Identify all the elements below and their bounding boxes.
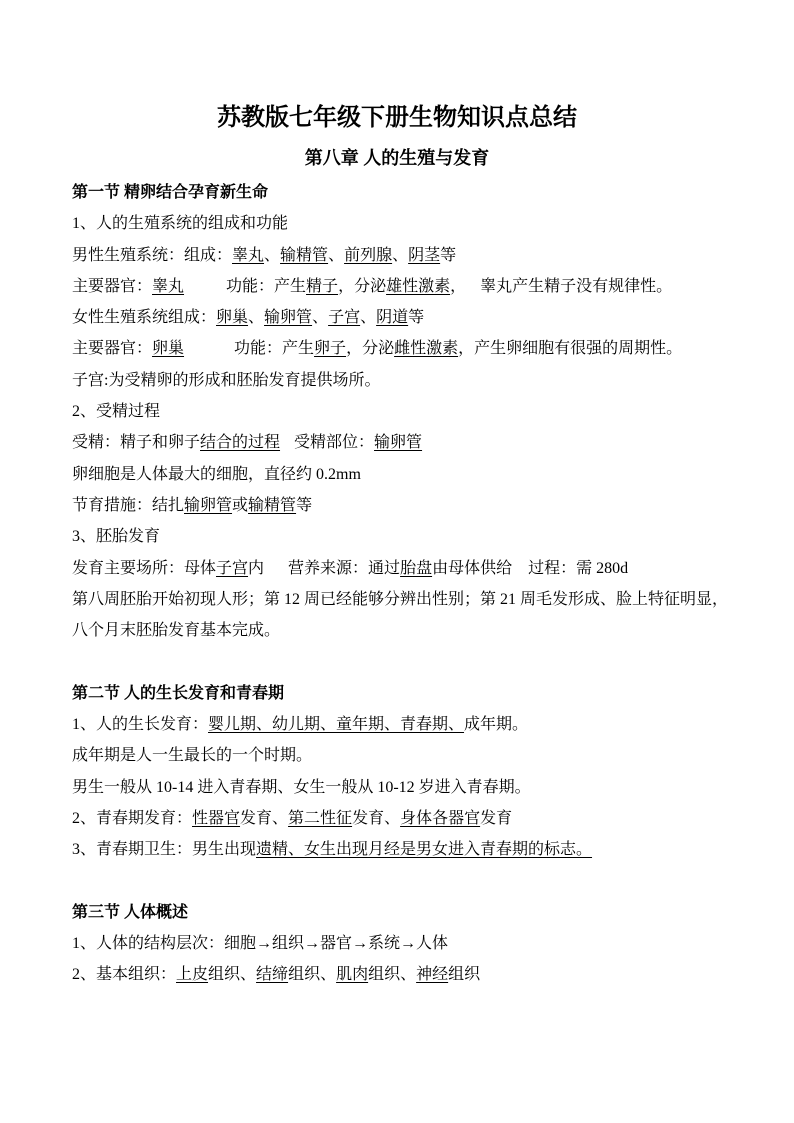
- text-segment: 受精部位：: [294, 434, 375, 452]
- text-line: [72, 521, 772, 552]
- underlined-term: 结合的过程: [200, 434, 281, 452]
- text-segment: ，分泌: [346, 340, 395, 358]
- text-segment: 组织: [448, 966, 481, 984]
- text-segment: 女性生殖系统组成：: [72, 309, 217, 327]
- text-line: [72, 709, 772, 740]
- underlined-term: 雌性激素: [394, 340, 459, 358]
- underlined-term: 输卵管: [184, 496, 233, 514]
- text-segment: 睾丸产生精子没有规律性。: [480, 277, 673, 295]
- chapter-title: 第八章 人的生殖与发育: [304, 148, 490, 168]
- text-segment: 男性生殖系统：组成：: [72, 246, 233, 264]
- text-segment: 1、人的生长发育：: [72, 716, 209, 734]
- text-segment: 营养来源：通过: [288, 559, 401, 577]
- text-segment: ，: [450, 277, 467, 295]
- text-line: [72, 584, 772, 615]
- text-segment: 等: [296, 496, 313, 514]
- text-line: [72, 459, 772, 490]
- underlined-term: 卵子: [314, 340, 347, 358]
- text-segment: 、: [360, 309, 377, 327]
- text-segment: 发育: [480, 809, 513, 827]
- text-line: [72, 240, 772, 271]
- text-segment: 2、青春期发育：: [72, 809, 193, 827]
- text-segment: 功能：产生: [226, 277, 307, 295]
- text-segment: 子宫:为受精卵的形成和胚胎发育提供场所。: [72, 371, 381, 389]
- text-segment: ，产生卵细胞有很强的周期性。: [458, 340, 683, 358]
- underlined-term: 性器官: [192, 809, 241, 827]
- underlined-term: 精子: [306, 277, 339, 295]
- text-segment: 功能：产生: [234, 340, 315, 358]
- underlined-term: 输卵管: [264, 309, 313, 327]
- text-segment: 2、受精过程: [72, 403, 161, 421]
- section-heading: 第一节 精卵结合孕育新生命: [72, 184, 269, 201]
- text-line: [72, 365, 772, 396]
- underlined-term: 胎盘: [400, 559, 433, 577]
- text-segment: 主要器官：: [72, 340, 153, 358]
- text-segment: 节育措施：结扎: [72, 496, 185, 514]
- text-segment: 、: [328, 246, 345, 264]
- underlined-term: 第二性征: [288, 809, 353, 827]
- underlined-term: 肌肉: [336, 966, 369, 984]
- underlined-term: 身体各器官: [400, 809, 481, 827]
- text-segment: 组织、: [368, 966, 417, 984]
- text-line: [72, 333, 772, 364]
- text-segment: 3、青春期卫生：男生出现: [72, 841, 257, 859]
- underlined-term: 前列腺: [344, 246, 393, 264]
- text-segment: 3、胚胎发育: [72, 528, 161, 546]
- underlined-term: 遗精、女生出现月经是男女进入青春期的标志。: [256, 841, 593, 859]
- blank-line: [72, 866, 772, 897]
- text-line: [72, 803, 772, 834]
- underlined-term: 子宫: [216, 559, 249, 577]
- text-line: [72, 490, 772, 521]
- text-segment: 2、基本组织：: [72, 966, 177, 984]
- text-segment: 1、人的生殖系统的组成和功能: [72, 215, 289, 233]
- text-line: [72, 396, 772, 427]
- text-segment: 1、人体的结构层次：细胞→组织→器官→系统→人体: [72, 935, 449, 953]
- underlined-term: 输精管: [248, 496, 297, 514]
- text-line: [72, 834, 772, 865]
- text-segment: 成年期是人一生最长的一个时期。: [72, 747, 313, 765]
- text-line: [72, 553, 772, 584]
- underlined-term: 神经: [416, 966, 449, 984]
- underlined-term: 雄性激素: [386, 277, 451, 295]
- section-heading: 第二节 人的生长发育和青春期: [72, 684, 285, 702]
- underlined-term: 阴道: [376, 309, 409, 327]
- text-line: [72, 208, 772, 239]
- underlined-term: 卵巢: [216, 309, 249, 327]
- text-segment: 内: [248, 559, 265, 577]
- text-line: [72, 427, 772, 458]
- text-segment: 主要器官：: [72, 277, 153, 295]
- underlined-term: 卵巢: [152, 340, 185, 358]
- text-line: [72, 271, 772, 302]
- underlined-term: 阴茎: [408, 246, 441, 264]
- underlined-term: 上皮: [176, 966, 209, 984]
- text-line: [72, 772, 772, 803]
- underlined-term: 婴儿期、幼儿期、童年期、青春期、: [208, 716, 465, 734]
- underlined-term: 睾丸: [152, 277, 185, 295]
- text-segment: ，分泌: [338, 277, 387, 295]
- document-title: 苏教版七年级下册生物知识点总结: [217, 105, 577, 131]
- text-segment: 八个月末胚胎发育基本完成。: [72, 622, 281, 640]
- text-segment: 由母体供给: [432, 559, 513, 577]
- text-segment: 组织、: [208, 966, 257, 984]
- text-segment: 、: [312, 309, 329, 327]
- text-segment: 男生一般从 10-14 进入青春期、女生一般从 10-12 岁进入青春期。: [72, 778, 531, 796]
- text-segment: 发育、: [240, 809, 289, 827]
- text-segment: 发育、: [352, 809, 401, 827]
- blank-line: [72, 646, 772, 677]
- text-line: [72, 959, 772, 990]
- text-segment: 、: [392, 246, 409, 264]
- text-line: [72, 928, 772, 959]
- text-segment: 受精：精子和卵子: [72, 434, 201, 452]
- text-line: [72, 740, 772, 771]
- text-segment: 发育主要场所：母体: [72, 559, 217, 577]
- text-line: [72, 615, 772, 646]
- text-segment: 组织、: [288, 966, 337, 984]
- underlined-term: 睾丸: [232, 246, 265, 264]
- underlined-term: 结缔: [256, 966, 289, 984]
- text-segment: 卵细胞是人体最大的细胞，直径约 0.2mm: [72, 465, 361, 483]
- text-segment: 或: [232, 496, 249, 514]
- text-segment: 、: [264, 246, 281, 264]
- text-segment: 等: [440, 246, 457, 264]
- text-segment: 过程：需 280d: [528, 559, 629, 577]
- document-body: [72, 177, 772, 991]
- underlined-term: 输卵管: [374, 434, 423, 452]
- text-segment: 成年期。: [464, 716, 529, 734]
- text-segment: 、: [248, 309, 265, 327]
- underlined-term: 输精管: [280, 246, 329, 264]
- text-segment: 第八周胚胎开始初现人形；第 12 周已经能够分辨出性别；第 21 周毛发形成、脸上特征明显，: [72, 590, 729, 608]
- text-line: [72, 302, 772, 333]
- section-heading: 第三节 人体概述: [72, 903, 189, 921]
- text-segment: 等: [408, 309, 425, 327]
- underlined-term: 子宫: [328, 309, 361, 327]
